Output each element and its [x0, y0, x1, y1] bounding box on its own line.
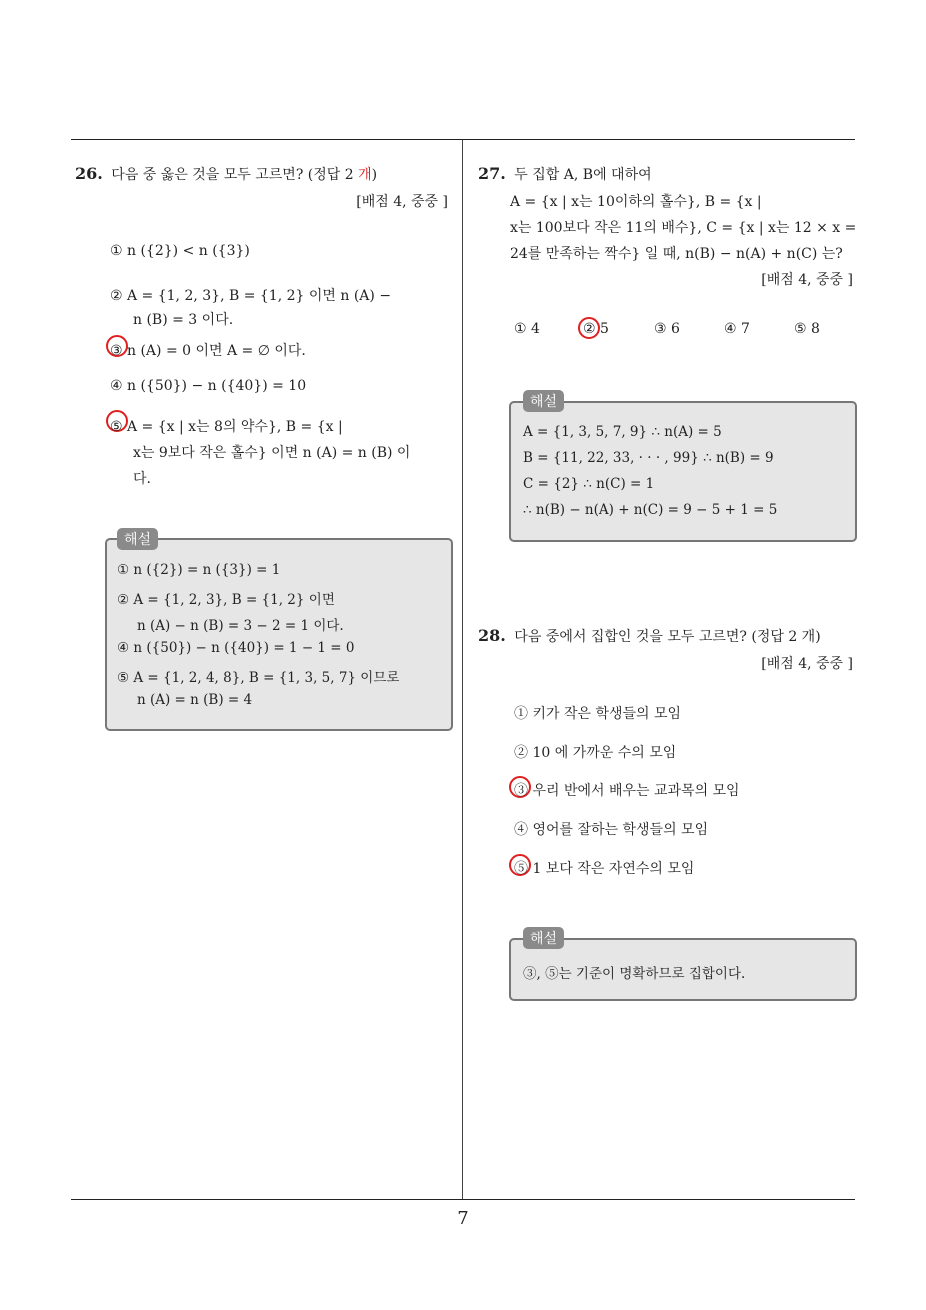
question-28-meta: [배점 4, 중중 ]	[761, 656, 853, 672]
question-27-body: 24를 만족하는 짝수} 일 때, n(B) − n(A) + n(C) 는?	[510, 246, 843, 262]
option-2: ② 10 에 가까운 수의 모임	[514, 745, 677, 761]
question-26-meta: [배점 4, 중중 ]	[356, 194, 448, 210]
explanation-line: C = {2} ∴ n(C) = 1	[523, 476, 655, 492]
question-number: 27.	[478, 164, 506, 183]
page-number: 7	[457, 1208, 469, 1229]
option-5-cont: x는 9보다 작은 홀수} 이면 n (A) = n (B) 이	[133, 445, 411, 461]
option-3: ③ 우리 반에서 배우는 교과목의 모임	[514, 783, 740, 799]
option-4: ④ n ({50}) − n ({40}) = 10	[110, 378, 307, 394]
option-4: ④ 영어를 잘하는 학생들의 모임	[514, 822, 709, 838]
question-26-stem: 26. 다음 중 옳은 것을 모두 고르면? (정답 2 개)	[75, 164, 378, 183]
explanation-line: B = {11, 22, 33, · · · , 99} ∴ n(B) = 9	[523, 450, 774, 466]
top-rule	[71, 139, 855, 140]
explanation-line: ④ n ({50}) − n ({40}) = 1 − 1 = 0	[117, 640, 355, 656]
explanation-line: n (A) = n (B) = 4	[137, 692, 253, 708]
explanation-tag: 해설	[523, 927, 564, 949]
explanation-line: ① n ({2}) = n ({3}) = 1	[117, 562, 281, 578]
question-27-stem: 27. 두 집합 A, B에 대하여	[478, 164, 652, 183]
option-5: ⑤ 1 보다 작은 자연수의 모임	[514, 861, 695, 877]
question-number: 28.	[478, 626, 506, 645]
question-28-stem: 28. 다음 중에서 집합인 것을 모두 고르면? (정답 2 개)	[478, 626, 821, 645]
choice-5: ⑤ 8	[794, 321, 820, 337]
explanation-box	[509, 401, 857, 542]
option-2-cont: n (B) = 3 이다.	[133, 312, 234, 328]
question-number: 26.	[75, 164, 103, 183]
explanation-line: ∴ n(B) − n(A) + n(C) = 9 − 5 + 1 = 5	[523, 502, 778, 518]
option-1: ① 키가 작은 학생들의 모임	[514, 706, 682, 722]
explanation-tag: 해설	[523, 390, 564, 412]
choice-2: ② 5	[583, 321, 609, 337]
explanation-line: ⑤ A = {1, 2, 4, 8}, B = {1, 3, 5, 7} 이므로	[117, 670, 400, 686]
question-27-body: A = {x | x는 10이하의 홀수}, B = {x |	[510, 194, 762, 210]
explanation-line: A = {1, 3, 5, 7, 9} ∴ n(A) = 5	[523, 424, 722, 440]
explanation-line: ② A = {1, 2, 3}, B = {1, 2} 이면	[117, 592, 335, 608]
choice-4: ④ 7	[724, 321, 750, 337]
question-27-meta: [배점 4, 중중 ]	[761, 272, 853, 288]
choice-3: ③ 6	[654, 321, 680, 337]
bottom-rule	[71, 1199, 855, 1200]
explanation-tag: 해설	[117, 528, 158, 550]
option-5: ⑤ A = {x | x는 8의 약수}, B = {x |	[110, 419, 343, 435]
choice-1: ① 4	[514, 321, 540, 337]
option-3: ③ n (A) = 0 이면 A = ∅ 이다.	[110, 343, 306, 359]
explanation-box	[105, 538, 453, 731]
explanation-line: n (A) − n (B) = 3 − 2 = 1 이다.	[137, 618, 344, 634]
option-2: ② A = {1, 2, 3}, B = {1, 2} 이면 n (A) −	[110, 288, 392, 304]
explanation-line: ③, ⑤는 기준이 명확하므로 집합이다.	[523, 966, 746, 982]
column-divider	[462, 140, 463, 1199]
answer-count-highlight: 개	[358, 167, 372, 183]
option-5-cont2: 다.	[133, 471, 151, 487]
option-1: ① n ({2}) < n ({3})	[110, 243, 250, 259]
question-27-body: x는 100보다 작은 11의 배수}, C = {x | x는 12 × x =	[510, 220, 857, 236]
